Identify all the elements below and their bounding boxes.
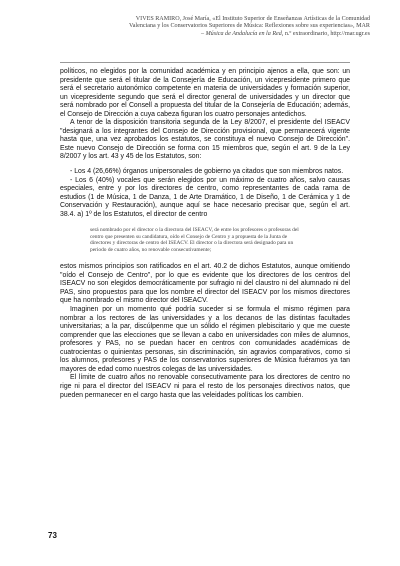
list-item-1: - Los 4 (26,66%) órganos unipersonales de gobierno ya citados que son miembros natos. <box>70 168 344 176</box>
header-line-3 <box>70 31 370 38</box>
paragraph-1: políticos, no elegidos por la comunidad académica y en principio ajenos a ella, que son: un presidente que será el titular de la Consejería de Educación, un vicepresidente primero que será el secretario autonómico competente en materia de universidades y formación superior, un vicepresidente segundo que será el director general de universidades y un director que será nombrado por el Consell a propuesta del titular de la Consejería de Educación; además, el Consejo de Dirección a cuya cabeza figuran los cuatro personajes antedichos. <box>60 68 350 118</box>
page-number: 73 <box>48 531 57 540</box>
header-line-2: Valenciana y los Conservatorios Superiores de Música: Reflexiones sobre sus experiencias», MAR <box>129 23 370 30</box>
paragraph-5: El límite de cuatro años no renovable consecutivamente para los directores de centro no rige ni para el director del ISEACV ni para el resto de los personajes directivos natos, que pueden permanecer en el cargo hasta que las veleidades políticas los cambien. <box>60 374 350 399</box>
running-header <box>70 16 370 38</box>
block-quote: será nombrado por el director o la directora del ISEACV, de entre los profesores o profesoras del centro que presenten su candidatura, oído el Consejo de Centro y a propuesta de la Junta de directores y directoras de centro del ISEACV. El director o la directora será designado para un periodo de cuatro años, no renovable consecutivamente; <box>90 227 299 253</box>
body-text <box>60 68 350 400</box>
paragraph-3: estos mismos principios son ratificados en el art. 40.2 de dichos Estatutos, aunque omitiendo "oído el Consejo de Centro", por lo que es evidente que los directores de los centros del ISEACV no son elegidos democráticamente por sufragio ni del claustro ni del alumnado ni del PAS, sino propuestos para que los nombre el director del ISEACV por los mismos directores que ha nombrado el mismo director del ISEACV. <box>60 263 350 305</box>
paragraph-4: Imaginen por un momento qué podría suceder si se formula el mismo régimen para nombrar a los rectores de las universidades y a los decanos de las distintas facultades universitarias; a la par, discúlpenme que un sólido el régimen plebiscitario y que me cueste comprender que las elecciones que se llevan a cabo en universidades con miles de alumnos, profesores y PAS, no se puedan hacer en centros con comunidades académicas de cuatrocientas o quinientas personas, sin discriminación, sin agravios comparativos, como si los alumnos, profesores y PAS de los conservatorios superiores de Música fuéramos ya tan mayores de edad como nuestros colegas de las universidades. <box>60 306 350 373</box>
paragraph-2: A tenor de la disposición transitoria segunda de la Ley 8/2007, el presidente del ISEACV "designará a los integrantes del Consejo de Dirección provisional, que permanecerá vigente hasta que, una vez aprobados los estatutos, se constituya el nuevo Consejo de Dirección". Este nuevo Consejo de Dirección se forma con 15 miembros que, según el art. 9 de la Ley 8/2007 y los art. 43 y 45 de los Estatutos, son: <box>60 119 350 161</box>
header-journal-rest: , n.º extraordinario, http://mar.ugr.es <box>281 30 370 37</box>
header-journal-title: – Música de Andalucía en la Red <box>201 30 282 37</box>
list-item-2: - Los 6 (40%) vocales que serán elegidos por un máximo de cuatro años, salvo causas especiales, entre y por los directores de centro, como representantes de cada rama de estudios (1 de Música, 1 de Danza, 1 de Arte Dramático, 1 de Diseño, 1 de Cerámica y 1 de Conservación y Restauración), aunque aquí se hace necesario precisar que, según el art. 38.4. a) 1º de los Estatutos, el director de centro <box>60 176 350 218</box>
header-rule <box>60 62 350 63</box>
header-line-1: VIVES RAMIRO, José María, «El Instituto Superior de Enseñanzas Artísticas de la Comunidad <box>135 16 370 22</box>
